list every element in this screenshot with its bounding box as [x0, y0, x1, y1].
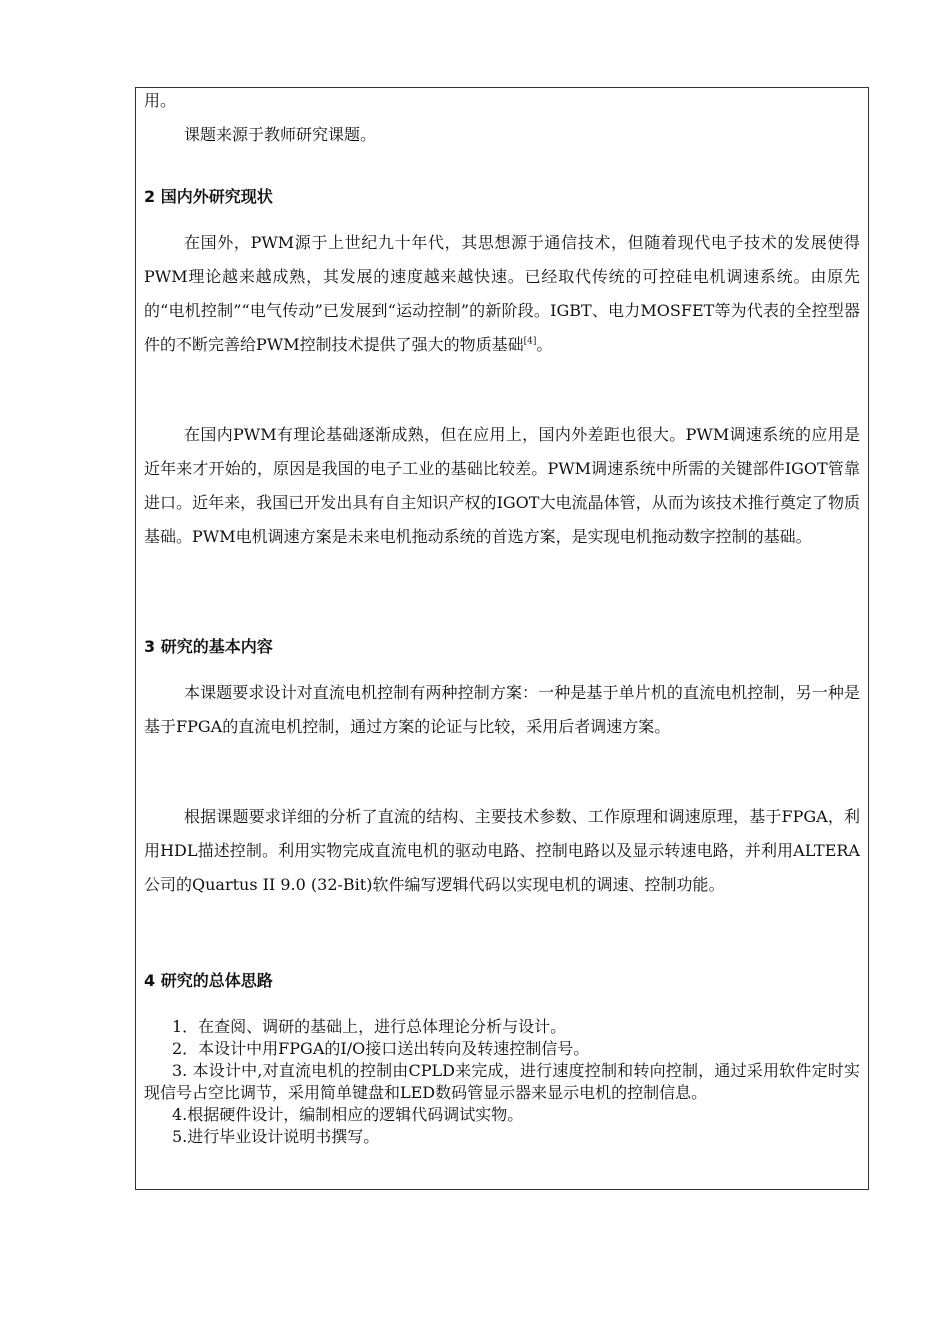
section-3-paragraph-2: 根据课题要求详细的分析了直流的结构、主要技术参数、工作原理和调速原理，基于FPGA，利用HDL描述控制。利用实物完成直流电机的驱动电路、控制电路以及显示转速电路，并利用ALTERA公司的Quartus II 9.0 (32-Bit)软件编写逻辑代码以实现电机的调速、控制功能。 — [144, 807, 860, 894]
section-4-list — [144, 1016, 860, 1148]
section-2-paragraph-1 — [144, 226, 860, 362]
list-item: 5.进行毕业设计说明书撰写。 — [172, 1127, 380, 1146]
list-item: 2．本设计中用FPGA的I/O接口送出转向及转速控制信号。 — [172, 1039, 590, 1058]
list-item: 3. 本设计中,对直流电机的控制由CPLD来完成，进行速度控制和转向控制，通过采用软件定时实现信号占空比调节，采用简单键盘和LED数码管显示器来显示电机的控制信息。 — [144, 1061, 860, 1102]
section-2-paragraph-1-text: 在国外，PWM源于上世纪九十年代，其思想源于通信技术，但随着现代电子技术的发展使得PWM理论越来越成熟，其发展的速度越来越快速。已经取代传统的可控硅电机调速系统。由原先的“电机控制”“电气传动”已发展到“运动控制”的新阶段。IGBT、电力MOSFET等为代表的全控型器件的不断完善给PWM控制技术提供了强大的物质基础 — [144, 233, 860, 354]
list-item: 1．在查阅、调研的基础上，进行总体理论分析与设计。 — [172, 1017, 567, 1036]
section-2-heading: 2 国内外研究现状 — [144, 187, 273, 206]
citation-ref: [4] — [523, 336, 537, 347]
source-line: 课题来源于教师研究课题。 — [184, 125, 377, 144]
section-3-heading: 3 研究的基本内容 — [144, 637, 273, 656]
section-2-paragraph-2: 在国内PWM有理论基础逐渐成熟，但在应用上，国内外差距也很大。PWM调速系统的应用是近年来才开始的，原因是我国的电子工业的基础比较差。PWM调速系统中所需的关键部件IGOT管靠进口。近年来，我国已开发出具有自主知识产权的IGOT大电流晶体管，从而为该技术推行奠定了物质基础。PWM电机调速方案是未来电机拖动系统的首选方案，是实现电机拖动数字控制的基础。 — [144, 425, 860, 546]
section-4-heading: 4 研究的总体思路 — [144, 971, 273, 990]
section-3-paragraph-1: 本课题要求设计对直流电机控制有两种控制方案：一种是基于单片机的直流电机控制，另一种是基于FPGA的直流电机控制，通过方案的论证与比较，采用后者调速方案。 — [144, 683, 860, 736]
list-item: 4.根据硬件设计，编制相应的逻辑代码调试实物。 — [172, 1105, 524, 1124]
top-fragment: 用。 — [144, 91, 177, 110]
section-2-paragraph-1-end: 。 — [536, 335, 553, 354]
